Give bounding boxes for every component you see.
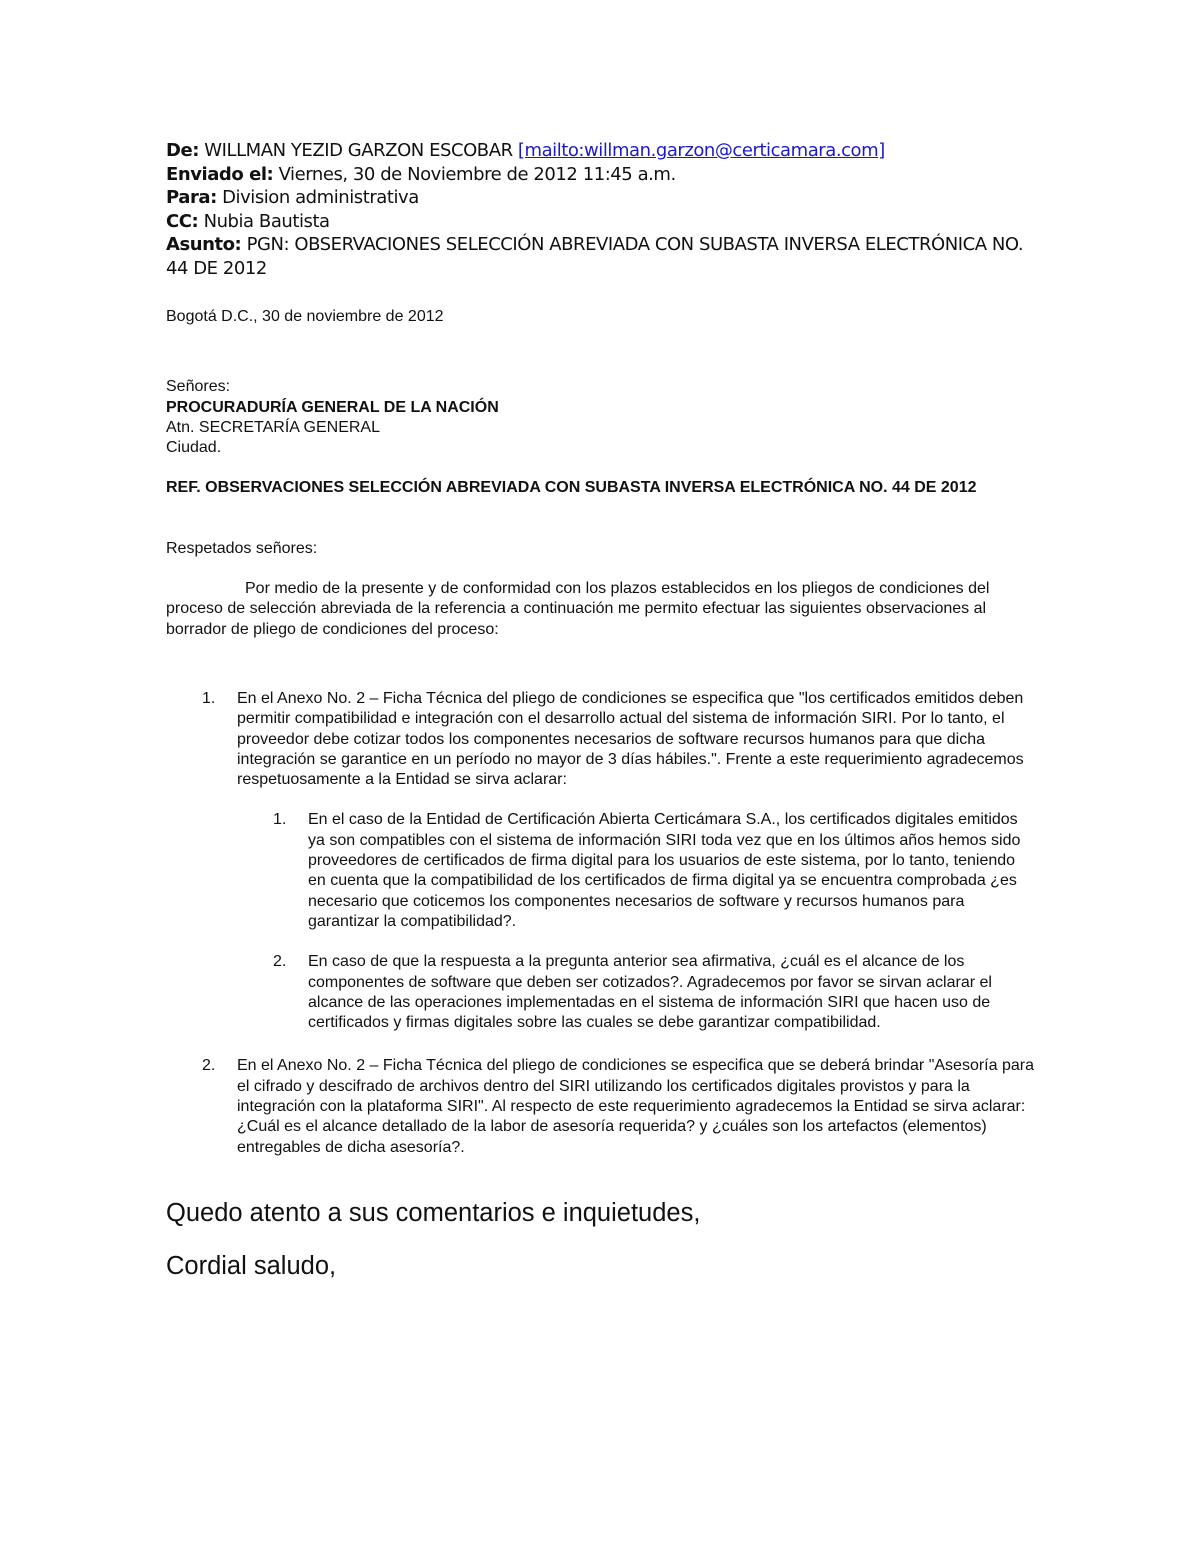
- addressee-attn: Atn. SECRETARÍA GENERAL: [166, 418, 380, 436]
- sent-value: Viernes, 30 de Noviembre de 2012 11:45 a.m.: [278, 163, 676, 185]
- list-item-text: En el Anexo No. 2 – Ficha Técnica del pliego de condiciones se especifica que se deberá brindar "Asesoría para el cifrado y descifrado de archivos dentro del SIRI utilizando los certificados digitales provistos y para la integración con la plataforma SIRI". Al respecto de este requerimiento agradecemos la Entidad se sirva aclarar: ¿Cuál es el alcance detallado de la labor de asesoría requerida? y ¿cuáles son los artefactos (elementos) entregables de dicha asesoría?.: [237, 1057, 1034, 1156]
- intro-paragraph: Por medio de la presente y de conformidad con los plazos establecidos en los pliegos de condiciones del proceso de selección abreviada de la referencia a continuación me permito efectuar las siguientes observaciones al borrador de pliego de condiciones del proceso:: [166, 580, 990, 638]
- addressee-block: [166, 377, 1036, 458]
- list-item: [166, 689, 1036, 1033]
- sent-label: Enviado el:: [166, 163, 274, 185]
- observations-list: [166, 689, 1036, 1158]
- sub-list-item-text: En caso de que la respuesta a la pregunta anterior sea afirmativa, ¿cuál es el alcance de los componentes de software que deben ser cotizados?. Agradecemos por favor se sirvan aclarar el alcance de las operaciones implementadas en el sistema de información SIRI que hacen uso de certificados y firmas digitales sobre las cuales se debe garantizar compatibilidad.: [308, 953, 992, 1032]
- sub-list-item-text: En el caso de la Entidad de Certificación Abierta Certicámara S.A., los certificados digitales emitidos ya son compatibles con el sistema de información SIRI toda vez que en los últimos años hemos sido proveedores de certificados de firma digital para los usuarios de este sistema, por lo tanto, teniendo en cuenta que la compatibilidad de los certificados de firma digital ya se encuentra comprobada ¿es necesario que coticemos los componentes necesarios de software y recursos humanos para garantizar la compatibilidad?.: [308, 811, 1021, 930]
- from-line: [166, 139, 1036, 163]
- to-label: Para:: [166, 187, 217, 208]
- date-line: Bogotá D.C., 30 de noviembre de 2012: [166, 308, 444, 325]
- to-value: Division administrativa: [222, 187, 419, 208]
- subject-line: [166, 233, 1036, 280]
- addressee-org: PROCURADURÍA GENERAL DE LA NACIÓN: [166, 398, 499, 416]
- closing-line: Quedo atento a sus comentarios e inquietudes,: [166, 1198, 701, 1227]
- list-item-text: En el Anexo No. 2 – Ficha Técnica del pliego de condiciones se especifica que "los certificados emitidos deben permitir compatibilidad e integración con el desarrollo actual del sistema de información SIRI. Por lo tanto, el proveedor debe cotizar todos los componentes necesarios de software recursos humanos para que dicha integración se garantice en un período no mayor de 3 días hábiles.". Frente a este requerimiento agradecemos respetuosamente a la Entidad se sirva aclarar:: [237, 689, 1024, 789]
- sent-line: [166, 163, 1036, 187]
- list-item: [166, 1056, 1036, 1157]
- cc-line: [166, 210, 1036, 234]
- document-page: [166, 139, 1036, 1281]
- addressee-salutation: Señores:: [166, 378, 231, 396]
- sub-list-item-number: 1.: [273, 811, 287, 829]
- sub-list-item: [237, 810, 1036, 932]
- from-name: WILLMAN YEZID GARZON ESCOBAR: [204, 140, 513, 161]
- reference-line: REF. OBSERVACIONES SELECCIÓN ABREVIADA CON SUBASTA INVERSA ELECTRÓNICA NO. 44 DE 2012: [166, 479, 977, 497]
- from-label: De:: [166, 140, 199, 161]
- to-line: [166, 186, 1036, 210]
- list-item-number: 2.: [202, 1057, 216, 1075]
- list-item-number: 1.: [202, 689, 216, 707]
- cc-value: Nubia Bautista: [203, 210, 330, 232]
- greeting: Respetados señores:: [166, 539, 318, 557]
- sub-list-item: [237, 952, 1036, 1033]
- sub-list-item-number: 2.: [273, 953, 287, 971]
- subject-value: PGN: OBSERVACIONES SELECCIÓN ABREVIADA CON SUBASTA INVERSA ELECTRÓNICA NO. 44 DE 2012: [166, 234, 1024, 279]
- sign-off: Cordial saludo,: [166, 1251, 337, 1280]
- addressee-city: Ciudad.: [166, 439, 222, 457]
- from-email-link[interactable]: [mailto:willman.garzon@certicamara.com]: [517, 140, 885, 161]
- cc-label: CC:: [166, 210, 199, 232]
- subject-label: Asunto:: [166, 234, 242, 255]
- email-header: [166, 139, 1036, 280]
